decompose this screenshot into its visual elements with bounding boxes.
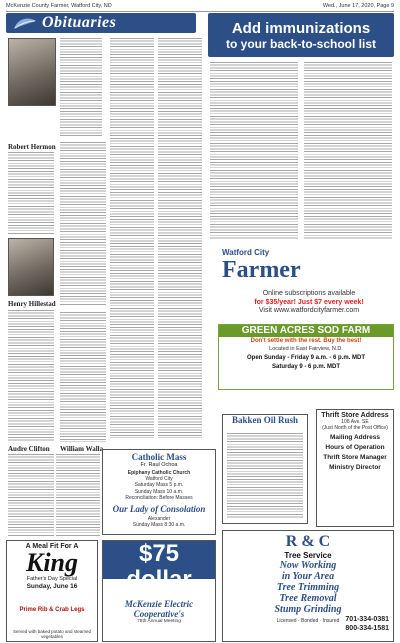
coop-note: patronage refunds (136, 593, 182, 599)
church-parish-title2: Alexander (147, 516, 171, 523)
watford-farmer-name: Farmer (222, 257, 301, 283)
backtoschool-title-line1: Add immunizations (231, 19, 371, 37)
green-acres-ad (218, 324, 394, 390)
green-acres-address: Located in East Fairview, N.D. (269, 346, 343, 352)
backtoschool-title-line2: to your back-to-school list (225, 36, 376, 51)
king-date: Sunday, June 16 (26, 583, 78, 590)
rc-title: R & C (285, 533, 331, 550)
watford-farmer-subscription (234, 290, 384, 316)
rc-line5: Stump Grinding (274, 604, 342, 615)
robert-hermon-text (60, 38, 102, 138)
church-subtitle: Fr. Raul Ochoa (140, 462, 178, 468)
rc-subtitle: Tree Service (284, 551, 332, 560)
thrift-title: Thrift Store Address (321, 412, 389, 419)
rc-line2: in Your Area (281, 571, 335, 582)
green-acres-hours2: Saturday 9 - 6 p.m. MDT (271, 364, 340, 370)
rc-lic: Licensed · Bonded · Insured (276, 618, 340, 624)
king-sub: Father's Day Special (26, 576, 78, 582)
king-side: Served with baked potato and steamed vegetables (12, 629, 92, 639)
bakken-name: Bakken Oil Rush (231, 415, 299, 425)
catholic-mass-ad (102, 449, 216, 535)
thrift-addr: 108 Ave. SE (341, 419, 369, 425)
coop-name: McKenzie Electric Cooperative's (124, 599, 194, 619)
robert-hermon-text-2 (8, 152, 54, 234)
william-walla-text (56, 454, 100, 536)
watford-farmer-city: Watford City (222, 248, 270, 257)
coop-ad (102, 540, 216, 642)
page-header (6, 3, 394, 12)
obit-col2-text (60, 142, 106, 306)
obituaries-banner (6, 13, 196, 33)
thrift-director: Ministry Director (329, 464, 381, 471)
backtoschool-text-1 (210, 62, 298, 240)
watford-farmer-sub3[interactable]: Visit www.watfordcityfarmer.com (258, 307, 360, 314)
rc-phone1: 701-334-0381 (345, 616, 389, 623)
rc-phones (345, 615, 389, 633)
backtoschool-text-2 (304, 62, 392, 240)
church-parish-title: Our Lady of Consolation (112, 504, 206, 515)
rc-tree-service-ad (222, 530, 394, 642)
leaf-decoration-icon (12, 15, 38, 31)
bakken-text (227, 433, 303, 519)
thrift-manager: Thrift Store Manager (323, 454, 387, 461)
watford-farmer-logo (222, 248, 392, 286)
coop-amount: $75 dollar (126, 540, 192, 593)
rc-line1: Now Working (279, 560, 337, 571)
header-right: Wed., June 17, 2020, Page 9 (322, 3, 394, 9)
watford-farmer-sub1: Online subscriptions available (262, 290, 356, 297)
church-sun: Sunday Mass 10 a.m. (134, 488, 184, 495)
obit-col2-text-b (60, 312, 106, 442)
church-parish2: Watford City (145, 476, 173, 483)
bakken-oil-rush-ad (222, 414, 308, 524)
watford-farmer-sub2: for $35/year! Just $7 every week! (254, 298, 364, 306)
header-left: McKenzie County Farmer, Watford City, ND (6, 3, 112, 9)
church-parish: Epiphany Catholic Church (127, 470, 191, 476)
obit-col3-text (110, 38, 154, 438)
church-sat: Saturday Mass 5 p.m. (134, 482, 184, 489)
rc-phone2: 800-334-1581 (345, 625, 389, 632)
green-acres-headline: GREEN ACRES SOD FARM (219, 325, 393, 337)
king-special: Prime Rib & Crab Legs (19, 607, 85, 613)
backtoschool-header (208, 13, 394, 57)
coop-top (103, 540, 215, 599)
king-meal-ad (6, 540, 98, 642)
obituaries-title: Obituaries (42, 14, 117, 31)
green-acres-hours: Open Sunday - Friday 9 a.m. - 6 p.m. MDT (246, 355, 366, 361)
king-headline: A Meal Fit For A (25, 543, 79, 550)
green-acres-tagline: Don't settle with the rest. Buy the best! (250, 338, 362, 344)
william-walla-heading: William Walla (60, 445, 104, 453)
king-name: King (25, 548, 79, 577)
church-sunday2: Sunday Mass 8:30 a.m. (132, 522, 186, 529)
henry-hillestad-photo (8, 238, 54, 296)
coop-subtitle: 75th Annual Meeting (137, 619, 181, 624)
henry-hillestad-text (8, 310, 54, 442)
robert-hermon-photo (8, 38, 56, 106)
rc-line4: Tree Removal (279, 593, 337, 604)
thrift-mailing: Mailing Address (330, 434, 380, 441)
church-confession: Reconciliation: Before Masses (125, 494, 193, 501)
church-title: Catholic Mass (131, 452, 187, 462)
thrift-hours: Hours of Operation (325, 444, 385, 451)
robert-hermon-caption: Robert Hermon (8, 143, 56, 151)
rc-line3: Tree Trimming (276, 582, 340, 593)
audre-clifton-heading: Audre Clifton (8, 445, 50, 453)
thrift-store-ad (316, 409, 394, 527)
obit-col4-text (158, 38, 202, 438)
thrift-addr2: (Just North of the Post Office) (322, 425, 388, 431)
audre-clifton-text (8, 454, 54, 536)
henry-hillestad-caption: Henry Hillestad (8, 300, 56, 308)
